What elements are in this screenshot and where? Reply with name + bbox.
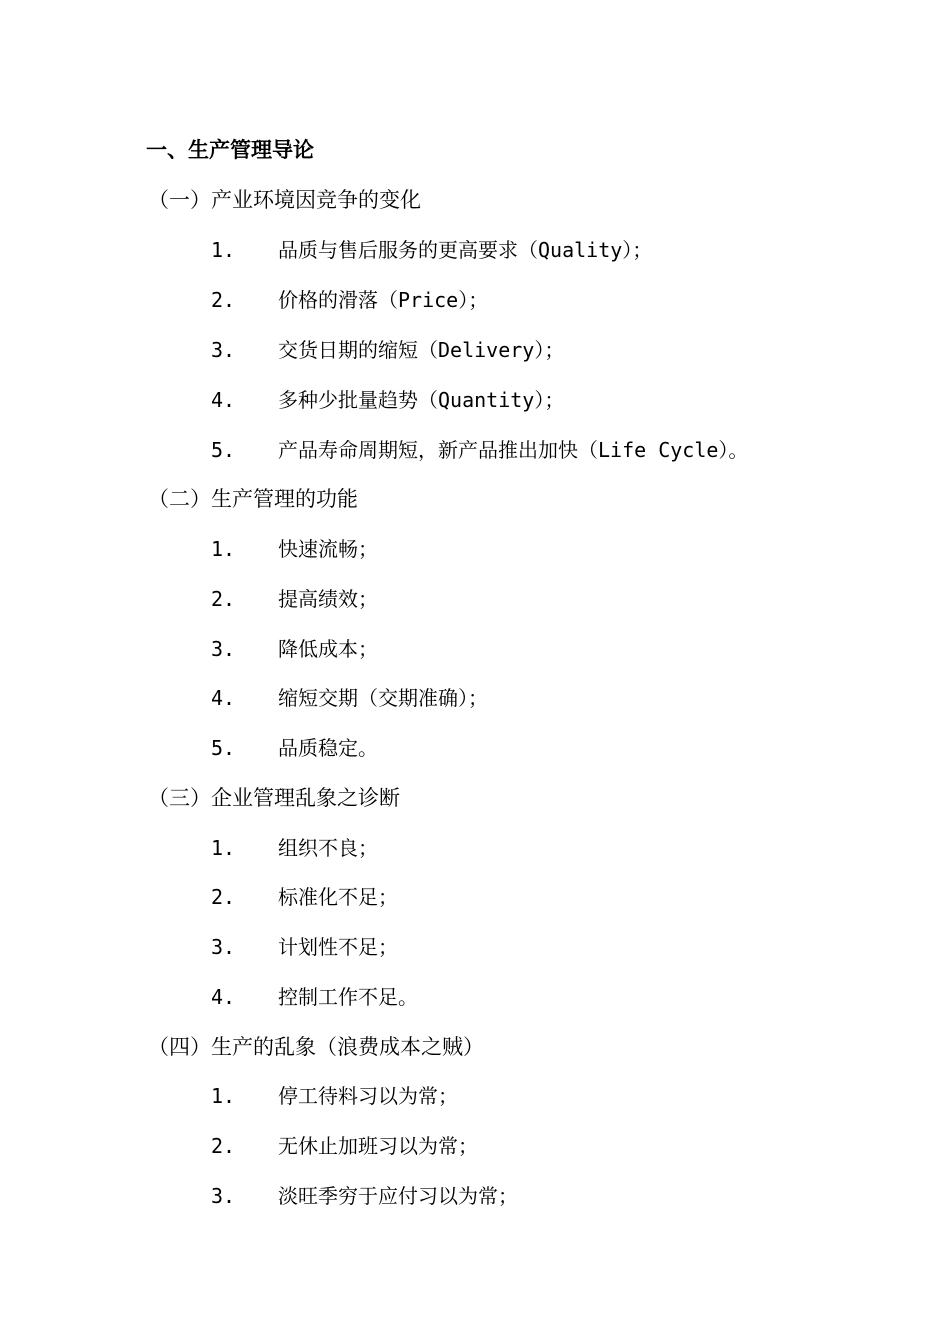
list-item-text: 品质稳定。 [278, 736, 378, 760]
list-item-text: 快速流畅； [278, 537, 378, 561]
list-item-number: 1. [211, 537, 236, 561]
list-item-number: 2. [211, 288, 236, 312]
list-item-number: 4. [211, 388, 236, 412]
list-item-number: 2. [211, 587, 236, 611]
list-item-text: 缩短交期（交期准确）； [278, 686, 488, 710]
list-item-number: 5. [211, 736, 236, 760]
list-item-number: 1. [211, 1084, 236, 1108]
section-title: （二）生产管理的功能 [148, 487, 358, 511]
list-item-text: 组织不良； [278, 836, 378, 860]
list-item-number: 1. [211, 238, 236, 262]
section-title: （一）产业环境因竞争的变化 [148, 188, 421, 212]
list-item-text: 控制工作不足。 [278, 985, 418, 1009]
document-heading: 一、生产管理导论 [146, 138, 314, 162]
list-item-text: 淡旺季穷于应付习以为常； [278, 1184, 518, 1208]
list-item-number: 4. [211, 985, 236, 1009]
list-item-text: 多种少批量趋势（Quantity）； [278, 388, 565, 412]
section-title: （三）企业管理乱象之诊断 [148, 786, 400, 810]
list-item-number: 1. [211, 836, 236, 860]
list-item-text: 标准化不足； [278, 885, 398, 909]
list-item-text: 降低成本； [278, 637, 378, 661]
list-item-text: 停工待料习以为常； [278, 1084, 458, 1108]
list-item-text: 无休止加班习以为常； [278, 1134, 478, 1158]
list-item-number: 3. [211, 935, 236, 959]
list-item-text: 价格的滑落（Price）； [278, 288, 489, 312]
list-item-text: 提高绩效； [278, 587, 378, 611]
section-title: （四）生产的乱象（浪费成本之贼） [148, 1035, 484, 1059]
list-item-number: 3. [211, 1184, 236, 1208]
list-item-text: 产品寿命周期短，新产品推出加快（Life Cycle）。 [278, 438, 749, 462]
list-item-number: 2. [211, 1134, 236, 1158]
list-item-number: 3. [211, 338, 236, 362]
list-item-number: 2. [211, 885, 236, 909]
list-item-text: 计划性不足； [278, 935, 398, 959]
list-item-number: 3. [211, 637, 236, 661]
list-item-text: 品质与售后服务的更高要求（Quality）； [278, 238, 653, 262]
list-item-number: 4. [211, 686, 236, 710]
list-item-number: 5. [211, 438, 236, 462]
list-item-text: 交货日期的缩短（Delivery）； [278, 338, 565, 362]
